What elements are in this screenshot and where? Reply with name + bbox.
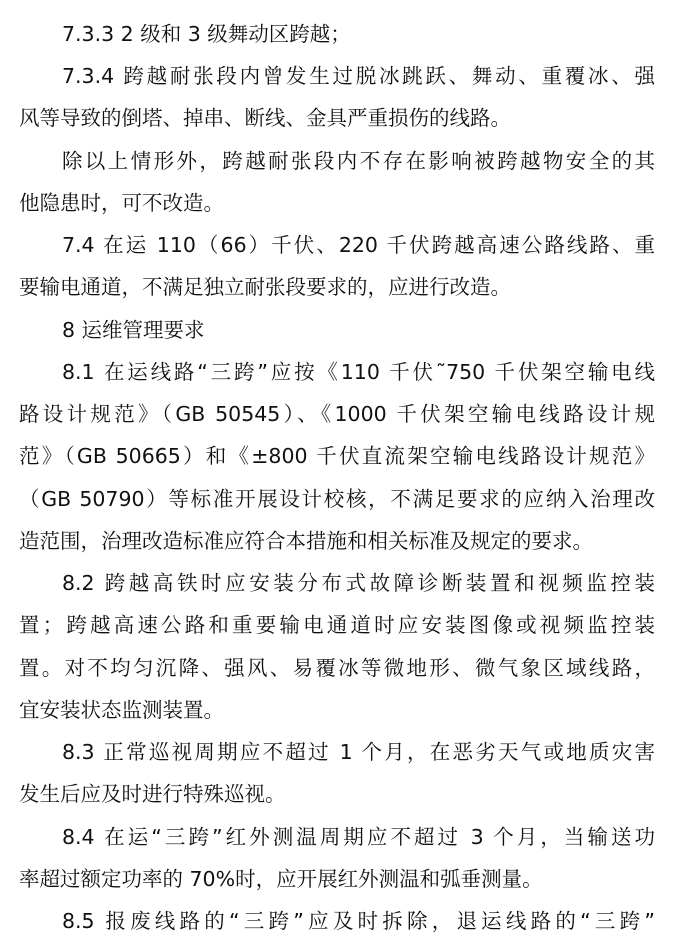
line-text: 除以上情形外，跨越耐张段内不存在影响被跨越物安全的其 <box>62 149 655 173</box>
line-text: 造范围，治理改造标准应符合本措施和相关标准及规定的要求。 <box>19 529 593 553</box>
line-text: 7.3.4 跨越耐张段内曾发生过脱冰跳跃、舞动、重覆冰、强 <box>62 64 655 88</box>
text-line <box>0 774 674 814</box>
text-line <box>0 267 674 307</box>
line-text: 置；跨越高速公路和重要输电通道时应安装图像或视频监控装 <box>19 613 655 637</box>
line-text: 宜安装状态监测装置。 <box>19 698 224 722</box>
line-text: 范》（GB 50665）和《±800 千伏直流架空输电线路设计规范》 <box>19 444 655 468</box>
text-line <box>0 732 674 772</box>
text-line <box>0 479 674 519</box>
line-text: （GB 50790）等标准开展设计校核，不满足要求的应纳入治理改 <box>19 487 655 511</box>
text-line <box>0 436 674 476</box>
line-text: 要输电通道，不满足独立耐张段要求的，应进行改造。 <box>19 275 511 299</box>
text-line <box>0 394 674 434</box>
line-text: 率超过额定功率的 70%时，应开展红外测温和弧垂测量。 <box>19 867 543 891</box>
line-text: 8.1 在运线路“三跨”应按《110 千伏˜750 千伏架空输电线 <box>62 360 655 384</box>
text-line <box>0 183 674 223</box>
line-text: 7.4 在运 110（66）千伏、220 千伏跨越高速公路线路、重 <box>62 233 655 257</box>
text-line <box>0 563 674 603</box>
text-line <box>0 14 674 54</box>
text-line <box>0 901 674 941</box>
line-text: 8.4 在运“三跨”红外测温周期应不超过 3 个月，当输送功 <box>62 825 655 849</box>
line-text: 8.5 报废线路的“三跨”应及时拆除，退运线路的“三跨” <box>62 909 655 933</box>
line-text: 8 运维管理要求 <box>62 318 205 342</box>
line-text: 发生后应及时进行特殊巡视。 <box>19 782 286 806</box>
text-line <box>0 690 674 730</box>
text-line <box>0 859 674 899</box>
text-line <box>0 352 674 392</box>
text-line <box>0 648 674 688</box>
text-line <box>0 605 674 645</box>
section-heading <box>0 310 674 350</box>
text-line <box>0 141 674 181</box>
text-line <box>0 817 674 857</box>
line-text: 8.2 跨越高铁时应安装分布式故障诊断装置和视频监控装 <box>62 571 655 595</box>
text-line <box>0 521 674 561</box>
line-text: 他隐患时，可不改造。 <box>19 191 224 215</box>
line-text: 7.3.3 2 级和 3 级舞动区跨越； <box>62 22 351 46</box>
line-text: 置。对不均匀沉降、强风、易覆冰等微地形、微气象区域线路， <box>19 656 655 680</box>
text-line <box>0 225 674 265</box>
line-text: 8.3 正常巡视周期应不超过 1 个月，在恶劣天气或地质灾害 <box>62 740 655 764</box>
line-text: 路设计规范》（GB 50545）、《1000 千伏架空输电线路设计规 <box>19 402 655 426</box>
line-text: 风等导致的倒塔、掉串、断线、金具严重损伤的线路。 <box>19 106 511 130</box>
text-line <box>0 56 674 96</box>
text-line <box>0 98 674 138</box>
